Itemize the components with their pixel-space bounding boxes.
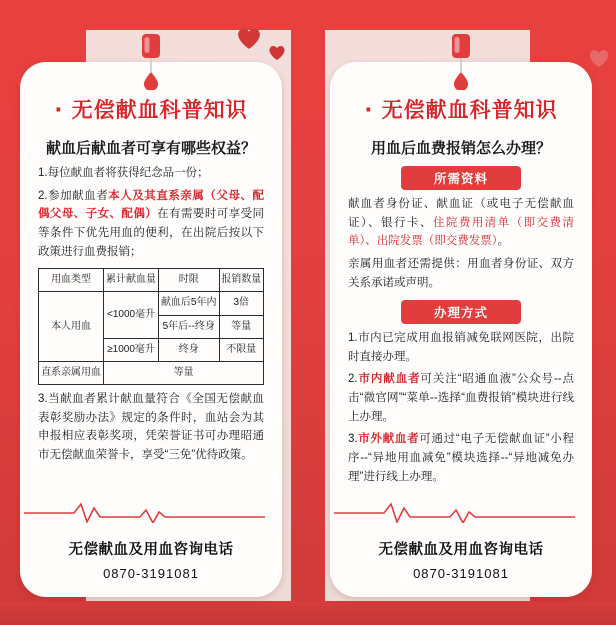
right-card-footer <box>330 538 592 581</box>
left-para-1-text: 1.每位献血者将获得纪念品一份； <box>38 167 209 179</box>
method-2-num: 2. <box>348 373 358 386</box>
heart-icon <box>236 26 262 50</box>
table-header-type: 用血类型 <box>39 269 104 292</box>
left-card-footer <box>20 538 282 581</box>
method-2-text: 可关注“昭通血液”公众号--点击“微官网”“菜单--选择“血费报销”模块进行线上办理。 <box>348 373 575 423</box>
right-footer-phone: 0870-3191081 <box>413 566 509 581</box>
ecg-line-icon <box>330 501 592 523</box>
method-1-text: 市内已完成用血报销减免联网医院，出院时直接办理。 <box>348 332 574 363</box>
table-cell-limit-5y: 献血后5年内 <box>158 292 219 315</box>
method-3-num: 3. <box>348 433 358 446</box>
method-item-2 <box>348 370 574 426</box>
middle-red-band <box>291 0 325 625</box>
materials-text-highlight: 住院费用清单（即交费清单）、出院发票（即交费发票） <box>348 216 575 248</box>
materials-text-lead: 献血者身份证、献血证（或电子无偿献血证）、银行卡、 <box>348 198 574 229</box>
heart-icon <box>268 44 286 61</box>
table-header-limit: 时限 <box>158 269 219 292</box>
right-card-title <box>342 94 580 124</box>
method-item-3 <box>348 430 574 486</box>
materials-text-end: 。 <box>497 235 509 248</box>
table-cell-limit-lifetime: 终身 <box>158 338 219 361</box>
title-bullet-icon: · <box>364 98 374 122</box>
table-cell-amount-under1000: <1000毫升 <box>104 292 159 338</box>
left-poster-card <box>20 62 282 597</box>
method-3-highlight: 市外献血者 <box>357 433 420 446</box>
right-card-body-methods <box>342 329 580 486</box>
title-bullet-icon: · <box>54 98 64 122</box>
left-para-2-highlight: 本人及其直系亲属（父母、配偶父母、子女、配偶） <box>38 189 265 221</box>
table-cell-limit-after5y: 5年后--终身 <box>158 315 219 338</box>
left-card-title-text: 无偿献血科普知识 <box>71 98 248 122</box>
left-para-1 <box>38 164 264 183</box>
table-row <box>39 361 264 384</box>
left-card-subtitle: 献血后献血者可享有哪些权益？ <box>45 140 256 157</box>
left-footer-phone: 0870-3191081 <box>103 566 199 581</box>
right-card-body-materials <box>342 195 580 292</box>
left-para-2-lead: 2.参加献血者 <box>38 189 109 202</box>
table-cell-count-equal: 等量 <box>219 315 264 338</box>
materials-para-1 <box>348 195 574 251</box>
table-cell-relative-equal: 等量 <box>104 361 264 384</box>
table-header-row <box>39 269 264 292</box>
right-footer-label: 无偿献血及用血咨询电话 <box>378 542 544 558</box>
materials-para-2: 亲属用血者还需提供：用血者身份证、双方关系承诺或声明。 <box>348 257 574 289</box>
left-footer-label: 无偿献血及用血咨询电话 <box>68 542 234 558</box>
ecg-line-icon <box>20 501 282 523</box>
right-poster-card <box>330 62 592 597</box>
table-cell-type-self: 本人用血 <box>39 292 104 362</box>
right-card-subtitle: 用血后血费报销怎么办理？ <box>370 140 551 157</box>
blood-refund-table <box>38 268 264 385</box>
left-para-2-tail: 在有需要时可享受同等条件下优先用血的便利，在出院后按以下政策进行血费报销； <box>38 208 265 258</box>
bottom-red-band <box>0 601 616 625</box>
table-row <box>39 292 264 315</box>
left-card-body <box>32 164 270 465</box>
table-header-count: 报销数量 <box>219 269 264 292</box>
table-cell-type-relative: 直系亲属用血 <box>39 361 104 384</box>
left-para-2 <box>38 187 264 262</box>
table-cell-amount-over1000: ≥1000毫升 <box>104 338 159 361</box>
table-cell-count-3x: 3倍 <box>219 292 264 315</box>
method-2-highlight: 市内献血者 <box>357 373 421 386</box>
table-cell-count-unlimited: 不限量 <box>219 338 264 361</box>
left-para-3: 3.当献血者累计献血量符合《全国无偿献血表彰奖励办法》规定的条件时，血站会为其申报相应表彰奖项，凭荣誉证书可办理昭通市无偿献血荣誉卡，享受“三免”优待政策。 <box>38 393 264 461</box>
method-1-num: 1. <box>348 332 358 345</box>
method-item-1 <box>348 329 574 366</box>
left-card-title <box>32 94 270 124</box>
table-header-amount: 累计献血量 <box>104 269 159 292</box>
section-label-methods: 办理方式 <box>401 300 521 324</box>
right-card-title-text: 无偿献血科普知识 <box>381 98 558 122</box>
method-3-text: 可通过“电子无偿献血证”小程序--“异地用血减免”模块选择--“异地减免办理”进行线上办理。 <box>348 433 574 483</box>
section-label-materials: 所需资料 <box>401 166 521 190</box>
